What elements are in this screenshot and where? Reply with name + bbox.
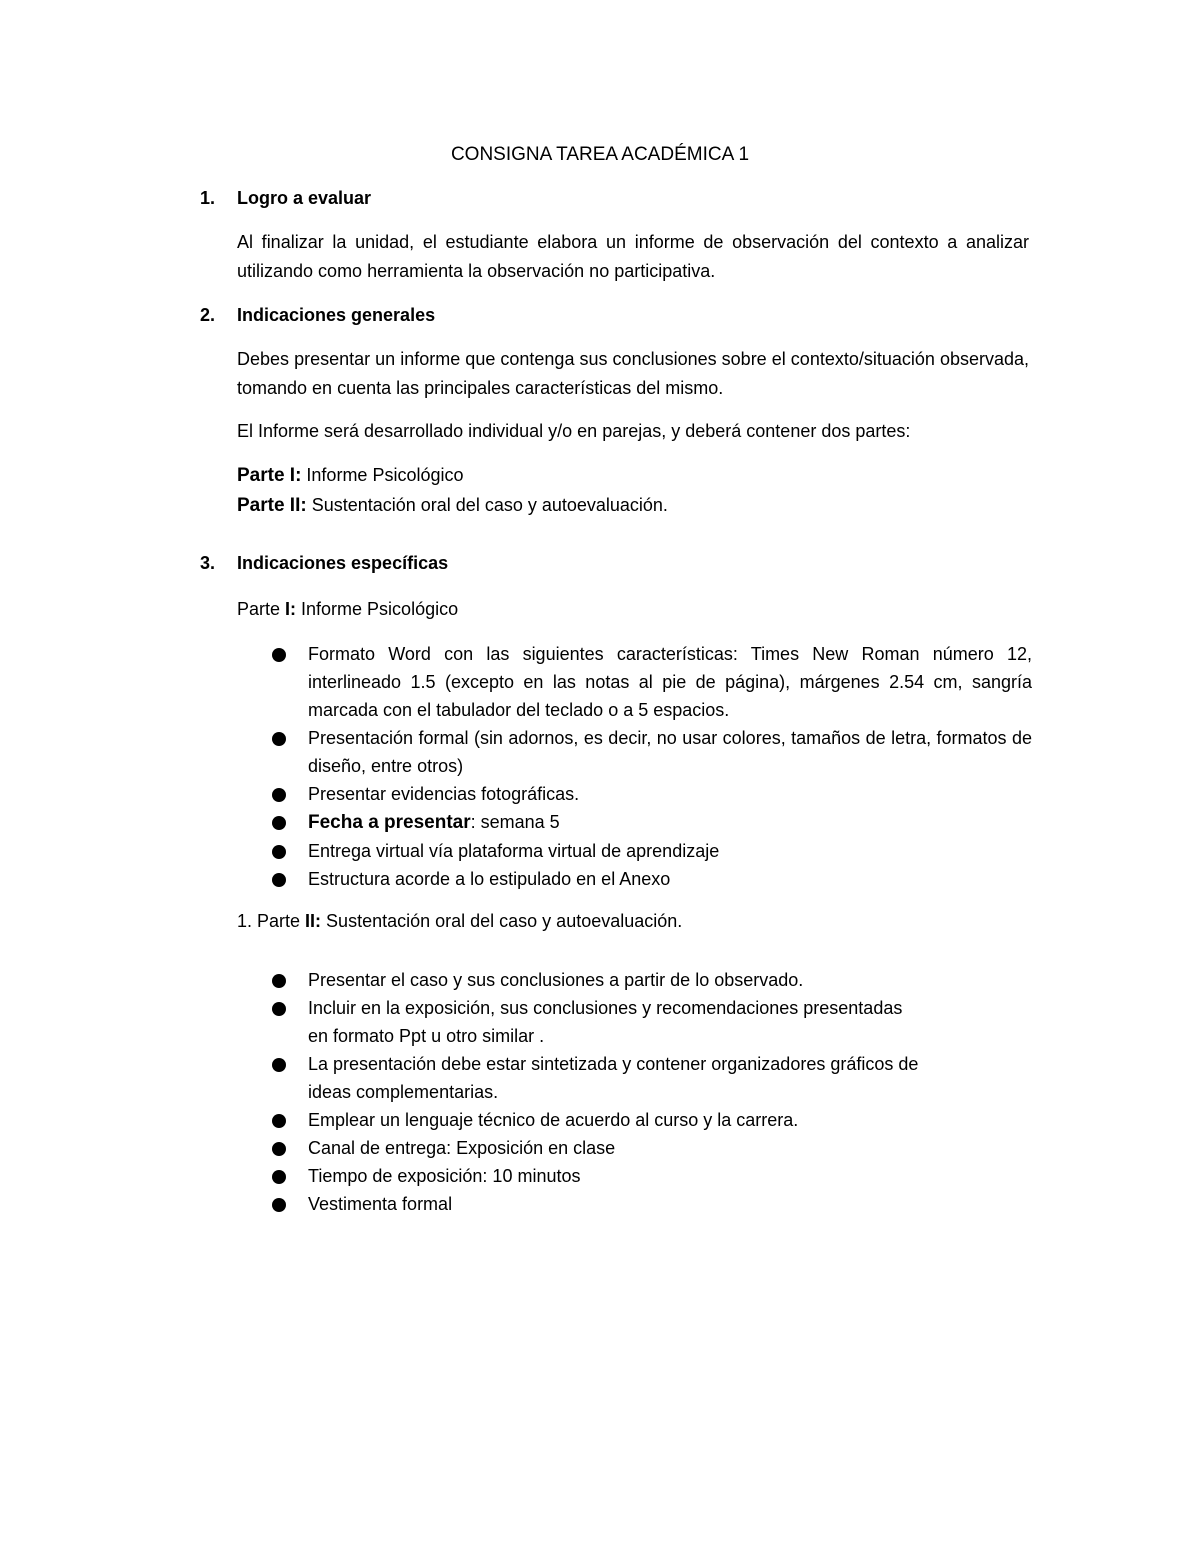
list-item: [272, 1050, 1032, 1106]
list-item: [272, 1106, 1032, 1134]
subsection-text: Sustentación oral del caso y autoevaluación.: [321, 911, 683, 931]
bullet-icon: [272, 1198, 286, 1212]
part-2-text: Sustentación oral del caso y autoevaluación.: [306, 495, 668, 515]
list-item-text: Vestimenta formal: [308, 1194, 453, 1214]
section-heading-text: Indicaciones específicas: [237, 553, 449, 573]
part-1-line: [237, 462, 464, 489]
list-item: [272, 837, 1032, 865]
list-item-text: La presentación debe estar sintetizada y contener organizadores gráficos de: [308, 1054, 919, 1074]
section-1-paragraph: Al finalizar la unidad, el estudiante elabora un informe de observación del contexto a analizar utilizando como herramienta la observación no participativa.: [237, 232, 1029, 281]
fecha-text: : semana 5: [470, 812, 560, 832]
list-item-text: Entrega virtual vía plataforma virtual de aprendizaje: [308, 841, 720, 861]
list-item-text: Formato Word con las siguientes características: Times New Roman número 12, interlineado 1.5 (excepto en las notas al pie de página), márgenes 2.54 cm, sangría marcada con el tabulador del teclado o a 5 espacios.: [308, 644, 1032, 720]
part-1-text: Informe Psicológico: [301, 465, 464, 485]
list-item-text: Emplear un lenguaje técnico de acuerdo al curso y la carrera.: [308, 1110, 799, 1130]
bullet-icon: [272, 1114, 286, 1128]
bullet-icon: [272, 788, 286, 802]
list-item: [272, 1162, 1032, 1190]
part-1-label: Parte I:: [237, 465, 302, 486]
list-item-text: Incluir en la exposición, sus conclusiones y recomendaciones presentadas: [308, 998, 903, 1018]
bullet-icon: [272, 1058, 286, 1072]
section-number: 2.: [200, 305, 216, 325]
list-item-text: Tiempo de exposición: 10 minutos: [308, 1166, 581, 1186]
part-2-line: [237, 492, 668, 519]
part-2-label: Parte II:: [237, 495, 307, 516]
list-item: [272, 808, 1032, 837]
bullet-icon: [272, 1170, 286, 1184]
bullet-icon: [272, 648, 286, 662]
list-item-text: ideas complementarias.: [308, 1082, 499, 1102]
list-item-text: Presentar evidencias fotográficas.: [308, 784, 580, 804]
list-item-text: Presentación formal (sin adornos, es decir, no usar colores, tamaños de letra, formatos de diseño, entre otros): [308, 728, 1032, 776]
bullet-icon: [272, 1002, 286, 1016]
section-number: 1.: [200, 188, 216, 208]
list-item: [272, 724, 1032, 780]
list-item: [272, 640, 1032, 724]
subsection-label: I:: [285, 599, 297, 619]
subsection-prefix: Parte: [237, 599, 286, 619]
section-3-heading: [200, 550, 448, 576]
section-2-heading: [200, 302, 435, 328]
bullet-icon: [272, 816, 286, 830]
list-item: [272, 1190, 1032, 1218]
list-item-text: Estructura acorde a lo estipulado en el Anexo: [308, 869, 671, 889]
bullet-icon: [272, 732, 286, 746]
section-2-paragraph-2: El Informe será desarrollado individual y/o en parejas, y deberá contener dos partes:: [237, 421, 911, 441]
bullet-icon: [272, 845, 286, 859]
list-item: [272, 1134, 1032, 1162]
bullet-icon: [272, 873, 286, 887]
subsection-prefix: 1. Parte: [237, 911, 306, 931]
fecha-label: Fecha a presentar: [308, 812, 471, 833]
bullet-list-1: [272, 640, 1032, 893]
document-title: CONSIGNA TAREA ACADÉMICA 1: [450, 144, 750, 165]
bullet-list-2: [272, 966, 1032, 1218]
section-2-paragraph-1: Debes presentar un informe que contenga sus conclusiones sobre el contexto/situación observada, tomando en cuenta las principales características del mismo.: [237, 349, 1029, 398]
list-item: [272, 865, 1032, 893]
list-item-text: Canal de entrega: Exposición en clase: [308, 1138, 616, 1158]
section-heading-text: Logro a evaluar: [237, 188, 372, 208]
list-item: [272, 966, 1032, 994]
section-number: 3.: [200, 553, 216, 573]
section-heading-text: Indicaciones generales: [237, 305, 436, 325]
subsection-2-title: [237, 908, 682, 934]
subsection-1-title: [237, 596, 458, 622]
section-1-heading: [200, 185, 371, 211]
list-item-text: en formato Ppt u otro similar .: [308, 1026, 545, 1046]
list-item: [272, 780, 1032, 808]
bullet-icon: [272, 1142, 286, 1156]
list-item: [272, 994, 1032, 1050]
subsection-label: II:: [305, 911, 322, 931]
subsection-text: Informe Psicológico: [296, 599, 459, 619]
bullet-icon: [272, 974, 286, 988]
list-item-text: Presentar el caso y sus conclusiones a partir de lo observado.: [308, 970, 804, 990]
